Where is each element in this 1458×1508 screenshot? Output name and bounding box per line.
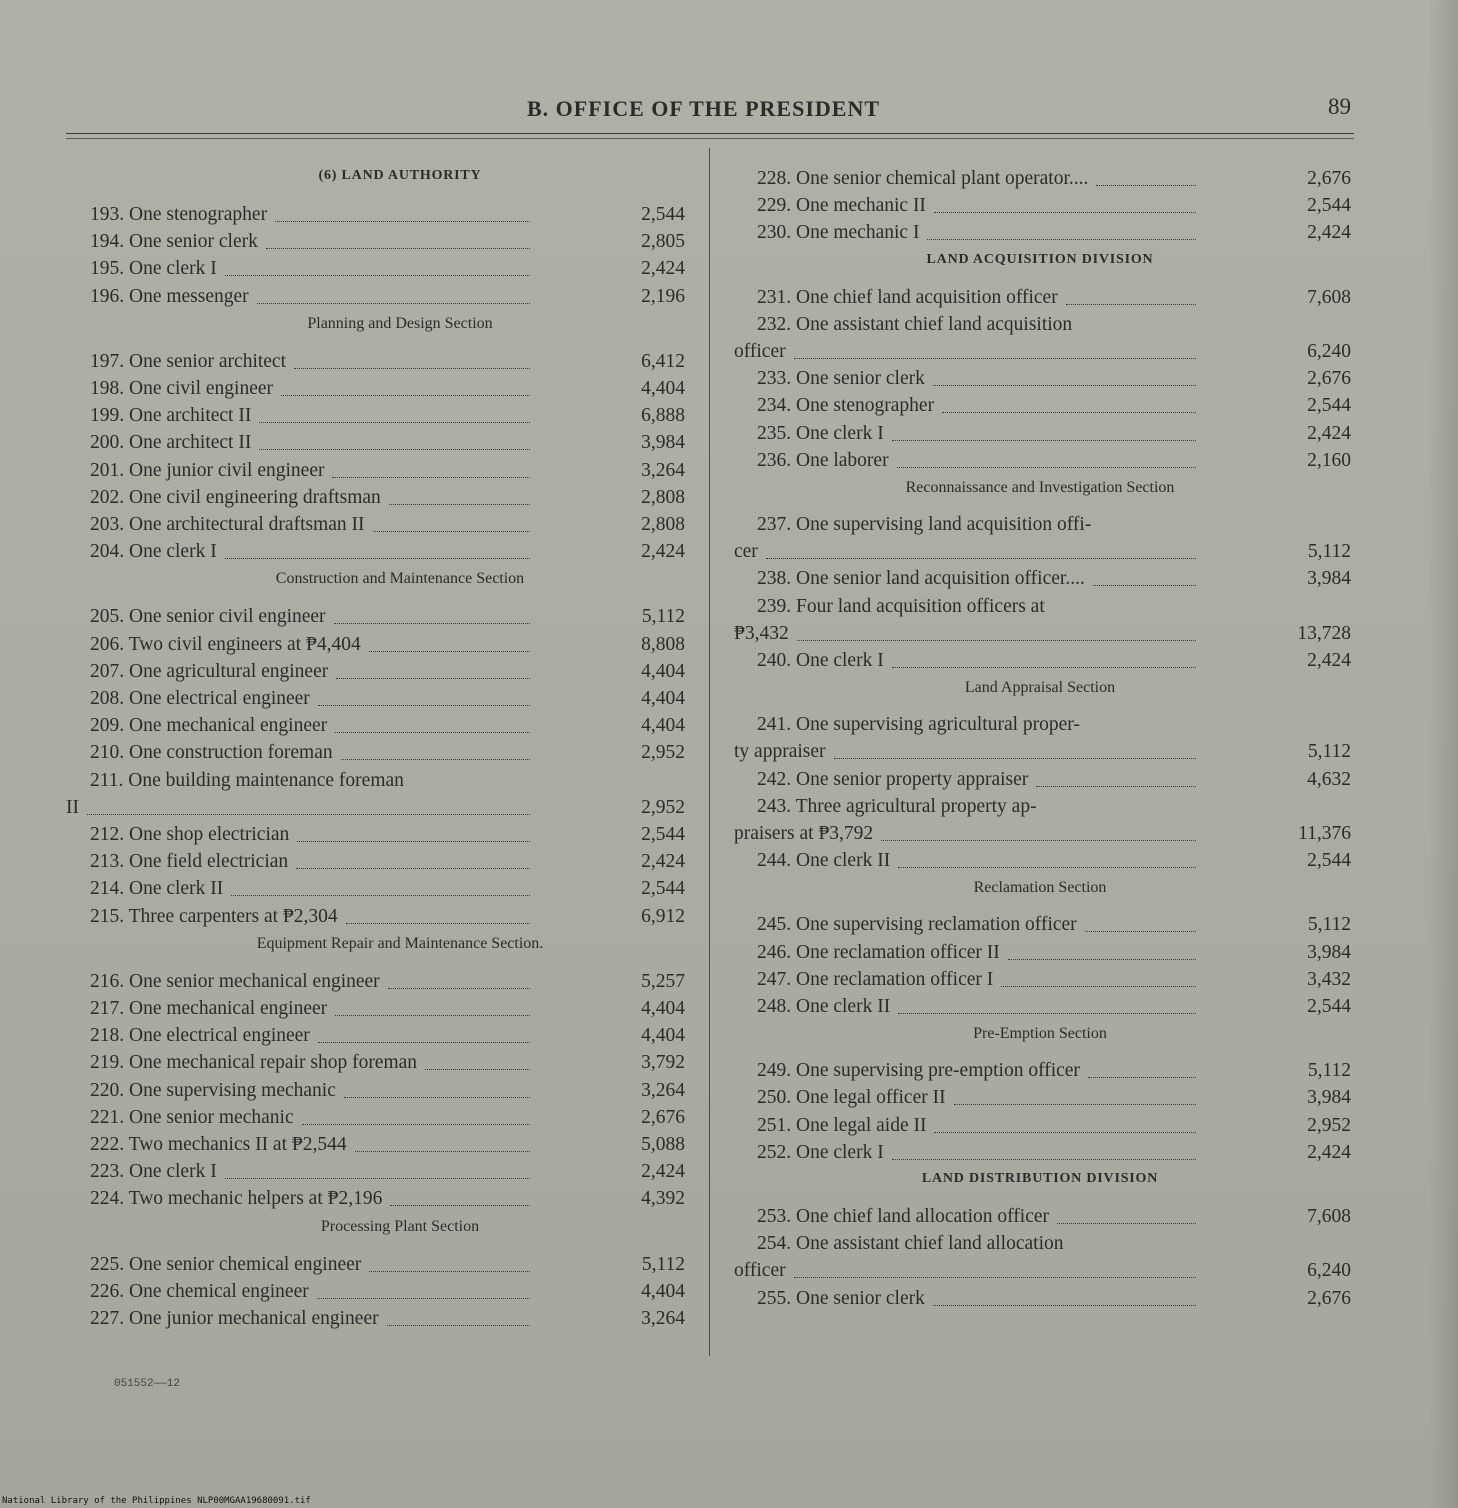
item-label: 206. Two civil engineers at ₱4,404	[90, 633, 361, 655]
leader-dots	[927, 237, 1196, 240]
item-label: 193. One stenographer	[90, 204, 268, 225]
item-amount: 2,952	[641, 742, 685, 764]
item-amount: 3,432	[1307, 968, 1351, 990]
item-amount: 2,160	[1307, 449, 1351, 471]
leader-dots	[834, 756, 1196, 759]
item-amount: 2,805	[641, 231, 685, 253]
item-label: 235. One clerk I	[757, 422, 884, 444]
leader-dots	[373, 529, 530, 532]
leader-dots	[892, 438, 1196, 441]
budget-line-item	[0, 849, 709, 875]
item-amount: 3,984	[641, 432, 685, 454]
item-label: 243. Three agricultural property ap-	[757, 795, 1037, 817]
leader-dots	[933, 383, 1196, 386]
budget-line-item	[0, 202, 709, 228]
item-amount: 4,632	[1307, 768, 1351, 790]
item-label: 236. One laborer	[757, 449, 889, 471]
item-label: 225. One senior chemical engineer	[90, 1253, 362, 1275]
budget-line-item	[710, 285, 1458, 311]
budget-line-item	[0, 1306, 709, 1332]
item-label: 242. One senior property appraiser	[757, 768, 1029, 790]
item-label: 226. One chemical engineer	[90, 1280, 309, 1302]
leader-dots	[934, 1130, 1196, 1133]
item-label: 232. One assistant chief land acquisition	[757, 313, 1073, 335]
budget-line-item	[710, 421, 1458, 447]
item-amount: 2,424	[641, 1161, 685, 1183]
budget-line-item	[710, 193, 1458, 219]
item-label: 213. One field electrician	[90, 851, 289, 873]
leader-dots	[892, 665, 1196, 668]
item-label: 240. One clerk I	[757, 650, 884, 671]
item-label: 246. One reclamation officer II	[757, 941, 1000, 963]
item-amount: 2,544	[641, 204, 685, 225]
item-label: 217. One mechanical engineer	[90, 998, 328, 1019]
leader-dots	[296, 866, 530, 869]
item-label: 202. One civil engineering draftsman	[90, 486, 381, 508]
item-amount: 2,424	[641, 851, 685, 873]
item-amount: 2,424	[1307, 422, 1351, 444]
budget-line-item	[0, 876, 709, 902]
item-label: 245. One supervising reclamation officer	[757, 914, 1077, 936]
item-label: 247. One reclamation officer I	[757, 968, 994, 990]
item-amount: 4,404	[641, 998, 685, 1019]
budget-line-item	[0, 659, 709, 685]
item-label: 222. Two mechanics II at ₱2,544	[90, 1134, 347, 1155]
item-amount: 5,112	[1307, 541, 1351, 563]
item-label: 216. One senior mechanical engineer	[90, 970, 380, 992]
item-label: 211. One building maintenance foreman	[90, 769, 404, 791]
budget-line-item	[710, 967, 1458, 993]
item-amount: 13,728	[1297, 622, 1351, 644]
leader-dots	[934, 210, 1196, 213]
leader-dots	[225, 273, 530, 276]
leader-dots	[389, 502, 530, 505]
leader-dots	[275, 219, 530, 222]
budget-line-item	[0, 604, 709, 630]
leader-dots	[933, 1303, 1196, 1306]
item-label: 220. One supervising mechanic	[90, 1079, 336, 1101]
leader-dots	[257, 301, 530, 304]
leader-dots	[794, 356, 1196, 359]
budget-line-item	[0, 1050, 709, 1076]
leader-dots	[281, 393, 530, 396]
budget-line-item	[710, 794, 1458, 848]
item-amount: 2,676	[1307, 168, 1351, 189]
item-amount: 2,952	[1307, 1114, 1351, 1136]
budget-line-item	[0, 403, 709, 429]
item-label-continued: officer	[734, 340, 786, 362]
item-amount: 2,544	[1307, 395, 1351, 417]
item-label: 253. One chief land allocation officer	[757, 1206, 1050, 1227]
section-heading: Reclamation Section	[973, 879, 1107, 897]
header-title: B. OFFICE OF THE PRESIDENT	[527, 96, 881, 121]
item-label: 210. One construction foreman	[90, 742, 333, 764]
item-amount: 2,676	[1307, 1287, 1351, 1309]
leader-dots	[1085, 929, 1196, 932]
budget-line-item	[0, 376, 709, 402]
item-amount: 4,392	[641, 1188, 685, 1210]
item-label: 219. One mechanical repair shop foreman	[90, 1052, 418, 1074]
budget-line-item	[710, 166, 1458, 192]
item-amount: 3,264	[641, 1079, 685, 1101]
budget-line-item	[710, 512, 1458, 566]
budget-line-item	[0, 996, 709, 1022]
item-amount: 2,544	[1307, 996, 1351, 1017]
item-label: 223. One clerk I	[90, 1161, 217, 1183]
item-amount: 2,544	[641, 824, 685, 845]
item-label: 231. One chief land acquisition officer	[757, 286, 1058, 308]
leader-dots	[341, 757, 530, 760]
budget-line-item	[710, 912, 1458, 938]
item-amount: 6,888	[641, 405, 685, 427]
item-amount: 2,424	[1307, 222, 1351, 244]
item-label-continued: officer	[734, 1260, 786, 1282]
budget-line-item	[710, 594, 1458, 648]
item-amount: 4,404	[641, 660, 685, 682]
item-label: 255. One senior clerk	[757, 1287, 925, 1309]
section-heading: Processing Plant Section	[320, 1217, 480, 1235]
item-amount: 6,412	[641, 350, 685, 372]
budget-line-item	[0, 485, 709, 511]
section-heading: Pre-Emption Section	[973, 1025, 1107, 1043]
item-label: 229. One mechanic II	[757, 195, 926, 217]
budget-line-item	[710, 1231, 1458, 1285]
leader-dots	[369, 649, 530, 652]
item-label: 218. One electrical engineer	[90, 1025, 310, 1047]
item-label: 208. One electrical engineer	[90, 688, 310, 709]
budget-line-item	[710, 1204, 1458, 1230]
item-amount: 4,404	[641, 1280, 685, 1302]
item-amount: 4,404	[641, 1025, 685, 1047]
leader-dots	[954, 1102, 1196, 1105]
item-amount: 7,608	[1307, 286, 1351, 308]
item-label: 250. One legal officer II	[757, 1087, 946, 1109]
item-label: 196. One messenger	[90, 285, 249, 307]
budget-line-item	[0, 1279, 709, 1305]
item-amount: 2,196	[641, 285, 685, 307]
leader-dots	[335, 1013, 530, 1016]
item-amount: 3,264	[641, 459, 685, 481]
leader-dots	[336, 676, 530, 679]
item-amount: 4,404	[641, 378, 685, 399]
page-number: 89	[1328, 94, 1351, 119]
item-label: 194. One senior clerk	[90, 231, 258, 253]
item-label: 207. One agricultural engineer	[90, 660, 329, 682]
item-label: 203. One architectural draftsman II	[90, 514, 365, 535]
leader-dots	[794, 1275, 1196, 1278]
item-label: 215. Three carpenters at ₱2,304	[90, 905, 338, 927]
budget-line-item	[0, 349, 709, 375]
budget-line-item	[0, 713, 709, 739]
item-amount: 5,112	[641, 606, 685, 628]
budget-line-item	[0, 1159, 709, 1185]
budget-line-item	[0, 686, 709, 712]
item-amount: 11,376	[1298, 822, 1351, 844]
leader-dots	[897, 465, 1196, 468]
item-label: 197. One senior architect	[90, 350, 287, 372]
budget-line-item	[0, 430, 709, 456]
budget-line-item	[710, 220, 1458, 246]
item-amount: 7,608	[1307, 1206, 1351, 1227]
leader-dots	[334, 621, 530, 624]
section-heading: Planning and Design Section	[307, 314, 493, 332]
item-label: 251. One legal aide II	[757, 1114, 927, 1136]
item-label: 209. One mechanical engineer	[90, 715, 328, 737]
item-label: 241. One supervising agricultural proper-	[757, 714, 1080, 736]
budget-line-item	[710, 312, 1458, 366]
budget-line-item	[0, 904, 709, 930]
item-amount: 2,424	[641, 541, 685, 563]
section-heading: Equipment Repair and Maintenance Section.	[256, 934, 544, 952]
item-label: 198. One civil engineer	[90, 378, 274, 399]
leader-dots	[259, 420, 530, 423]
budget-line-item	[710, 848, 1458, 874]
budget-line-item	[0, 969, 709, 995]
item-label: 254. One assistant chief land allocation	[757, 1233, 1064, 1255]
item-amount: 5,088	[641, 1134, 685, 1155]
header-rule	[66, 133, 1354, 139]
budget-line-item	[0, 1078, 709, 1104]
item-label: 214. One clerk II	[90, 878, 224, 900]
leader-dots	[346, 921, 530, 924]
leader-dots	[942, 410, 1196, 413]
budget-line-item	[0, 1252, 709, 1278]
item-amount: 3,792	[641, 1052, 685, 1074]
budget-line-item	[0, 458, 709, 484]
budget-line-item	[0, 229, 709, 255]
item-amount: 2,424	[641, 258, 685, 280]
item-label-continued: II	[66, 796, 79, 818]
item-label: 233. One senior clerk	[757, 368, 925, 390]
leader-dots	[387, 1323, 530, 1326]
leader-dots	[898, 1011, 1196, 1014]
leader-dots	[302, 1122, 530, 1125]
budget-line-item	[710, 366, 1458, 392]
item-amount: 3,264	[641, 1308, 685, 1329]
item-amount: 5,112	[1307, 741, 1351, 763]
item-amount: 6,912	[641, 905, 685, 927]
leader-dots	[797, 638, 1196, 641]
item-amount: 2,808	[641, 514, 685, 535]
item-amount: 5,112	[641, 1253, 685, 1275]
budget-line-item	[710, 1085, 1458, 1111]
print-code: 051552——12	[114, 1378, 181, 1390]
item-amount: 2,544	[1307, 850, 1351, 872]
section-heading: Construction and Maintenance Section	[275, 570, 525, 588]
leader-dots	[425, 1067, 530, 1070]
budget-line-item	[0, 539, 709, 565]
item-label: 230. One mechanic I	[757, 222, 920, 244]
item-amount: 2,424	[1307, 650, 1351, 671]
section-heading: Land Appraisal Section	[964, 679, 1116, 697]
leader-dots	[892, 1157, 1196, 1160]
section-heading: (6) LAND AUTHORITY	[318, 168, 482, 183]
item-label-continued: praisers at ₱3,792	[734, 822, 874, 844]
leader-dots	[294, 366, 530, 369]
item-amount: 4,404	[641, 688, 685, 709]
leader-dots	[1057, 1221, 1196, 1224]
item-label: 227. One junior mechanical engineer	[90, 1308, 379, 1329]
budget-line-item	[0, 822, 709, 848]
budget-line-item	[710, 712, 1458, 766]
item-amount: 3,984	[1307, 568, 1351, 590]
leader-dots	[1096, 183, 1196, 186]
budget-line-item	[0, 1105, 709, 1131]
item-label: 200. One architect II	[90, 432, 252, 454]
leader-dots	[225, 1176, 530, 1179]
budget-line-item	[0, 1132, 709, 1158]
leader-dots	[231, 893, 530, 896]
item-label-continued: ty appraiser	[734, 741, 826, 763]
item-amount: 3,984	[1307, 941, 1351, 963]
item-label: 234. One stenographer	[757, 395, 935, 417]
item-label: 212. One shop electrician	[90, 824, 290, 845]
budget-line-item	[0, 1023, 709, 1049]
item-label: 195. One clerk I	[90, 258, 217, 280]
item-label: 221. One senior mechanic	[90, 1106, 294, 1128]
section-heading: Reconnaissance and Investigation Section	[905, 479, 1175, 496]
item-label: 248. One clerk II	[757, 996, 891, 1017]
leader-dots	[369, 1269, 530, 1272]
item-amount: 2,808	[641, 486, 685, 508]
item-amount: 5,112	[1307, 914, 1351, 936]
budget-line-item	[710, 1140, 1458, 1166]
budget-line-item	[0, 740, 709, 766]
item-label: 205. One senior civil engineer	[90, 606, 326, 628]
item-label: 238. One senior land acquisition officer....	[757, 568, 1085, 590]
item-label: 252. One clerk I	[757, 1141, 884, 1163]
item-amount: 2,544	[1307, 195, 1351, 217]
section-heading: LAND ACQUISITION DIVISION	[926, 251, 1154, 267]
item-label: 199. One architect II	[90, 405, 252, 427]
leader-dots	[1093, 583, 1196, 586]
item-amount: 6,240	[1307, 340, 1351, 362]
leader-dots	[225, 556, 530, 559]
item-amount: 2,952	[641, 796, 685, 818]
budget-line-item	[710, 393, 1458, 419]
budget-line-item	[710, 1058, 1458, 1084]
item-label: 224. Two mechanic helpers at ₱2,196	[90, 1188, 383, 1210]
budget-line-item	[710, 994, 1458, 1020]
leader-dots	[1088, 1075, 1196, 1078]
leader-dots	[390, 1203, 530, 1206]
item-amount: 3,984	[1307, 1087, 1351, 1109]
leader-dots	[388, 986, 530, 989]
budget-line-item	[0, 284, 709, 310]
leader-dots	[259, 447, 530, 450]
budget-line-item	[710, 1113, 1458, 1139]
item-amount: 2,424	[1307, 1141, 1351, 1163]
leader-dots	[898, 865, 1196, 868]
budget-line-item	[710, 1286, 1458, 1312]
leader-dots	[355, 1149, 530, 1152]
section-heading: LAND DISTRIBUTION DIVISION	[921, 1171, 1159, 1186]
item-amount: 6,240	[1307, 1260, 1351, 1282]
leader-dots	[297, 839, 530, 842]
item-amount: 2,544	[641, 878, 685, 900]
budget-line-item	[0, 256, 709, 282]
leader-dots	[317, 1296, 530, 1299]
item-label: 228. One senior chemical plant operator....	[757, 168, 1089, 189]
item-amount: 8,808	[641, 633, 685, 655]
leader-dots	[266, 246, 530, 249]
item-amount: 4,404	[641, 715, 685, 737]
leader-dots	[1008, 957, 1196, 960]
leader-dots	[318, 703, 530, 706]
item-label: 204. One clerk I	[90, 541, 217, 563]
item-label: 237. One supervising land acquisition offi-	[757, 514, 1092, 535]
budget-line-item	[0, 632, 709, 658]
item-label: 249. One supervising pre-emption officer	[757, 1060, 1080, 1082]
item-amount: 2,676	[1307, 368, 1351, 390]
leader-dots	[335, 730, 530, 733]
leader-dots	[1001, 984, 1196, 987]
scan-credit: National Library of the Philippines NLP00MGAA19680091.tif	[2, 1496, 311, 1506]
leader-dots	[766, 556, 1196, 559]
item-label: 239. Four land acquisition officers at	[757, 595, 1045, 617]
item-amount: 2,676	[641, 1106, 685, 1128]
budget-line-item	[710, 566, 1458, 592]
budget-line-item	[710, 448, 1458, 474]
leader-dots	[87, 812, 530, 815]
page-header	[0, 96, 1458, 128]
item-amount: 5,257	[641, 970, 685, 992]
leader-dots	[881, 838, 1196, 841]
leader-dots	[1066, 302, 1196, 305]
leader-dots	[1036, 784, 1196, 787]
item-label-continued: cer	[734, 541, 758, 563]
item-label: 201. One junior civil engineer	[90, 459, 325, 481]
leader-dots	[332, 475, 530, 478]
budget-line-item	[710, 767, 1458, 793]
budget-line-item	[710, 940, 1458, 966]
item-amount: 5,112	[1307, 1060, 1351, 1082]
budget-line-item	[0, 1186, 709, 1212]
budget-line-item	[710, 648, 1458, 674]
item-label-continued: ₱3,432	[734, 622, 789, 644]
leader-dots	[318, 1040, 530, 1043]
leader-dots	[344, 1095, 530, 1098]
budget-line-item	[0, 768, 709, 822]
item-label: 244. One clerk II	[757, 850, 891, 872]
budget-line-item	[0, 512, 709, 538]
